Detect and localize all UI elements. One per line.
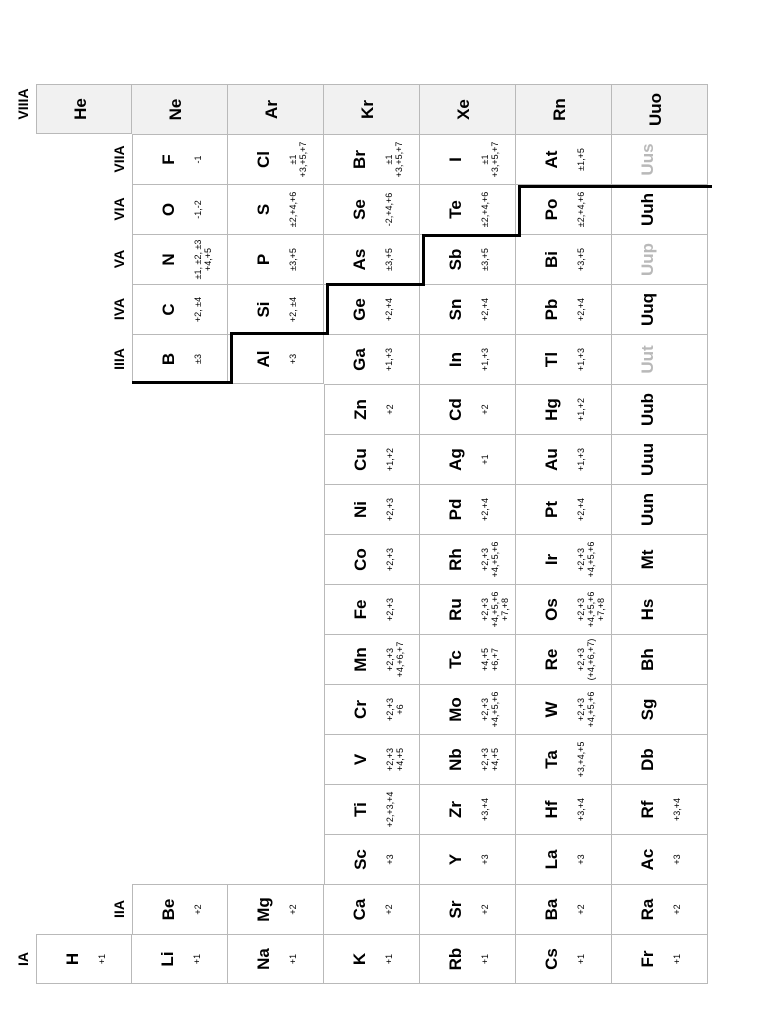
element-symbol: Sc <box>351 849 370 870</box>
element-cell-pt <box>516 484 612 534</box>
element-cell-te <box>420 184 516 234</box>
element-symbol: N <box>159 253 178 266</box>
element-symbol: Cr <box>351 700 370 719</box>
element-cell-ne <box>132 84 228 134</box>
element-symbol: Pd <box>446 498 465 521</box>
oxidation-states: +2,+3 (+4,+6,+7) <box>576 638 596 681</box>
oxidation-states: +1,+3 <box>384 347 394 372</box>
element-cell-au <box>516 434 612 484</box>
element-cell-he <box>36 84 132 134</box>
element-cell-at <box>516 134 612 184</box>
element-cell-xe <box>420 84 516 134</box>
element-cell-uut <box>612 334 708 384</box>
oxidation-states: +3 <box>672 854 682 865</box>
element-cell-se <box>324 184 420 234</box>
oxidation-states: +2 <box>576 904 586 915</box>
element-symbol: Os <box>542 598 561 621</box>
element-symbol: Y <box>446 853 465 866</box>
oxidation-states: +2,+3 <box>385 547 395 572</box>
element-symbol: Ar <box>262 100 281 119</box>
oxidation-states: +3,+4,+5 <box>576 741 586 778</box>
element-cell-cs <box>516 934 612 984</box>
element-cell-al <box>228 334 324 384</box>
element-cell-nb <box>420 734 516 784</box>
element-cell-br <box>324 134 420 184</box>
element-cell-ge <box>324 284 420 334</box>
element-cell-uuh <box>612 184 708 234</box>
element-symbol: As <box>350 248 369 271</box>
element-cell-o <box>132 184 228 234</box>
element-symbol: Rn <box>550 98 569 121</box>
element-symbol: Ge <box>350 298 369 321</box>
oxidation-states: +1 <box>576 953 586 965</box>
element-symbol: Cs <box>542 948 561 970</box>
oxidation-states: +2 <box>193 904 203 915</box>
element-cell-ni <box>324 484 420 534</box>
element-cell-ga <box>324 334 420 384</box>
element-symbol: Si <box>254 301 273 318</box>
oxidation-states: ±3,+5 <box>384 248 394 271</box>
element-symbol: Co <box>351 548 370 571</box>
oxidation-states: +3,+4 <box>480 797 490 822</box>
element-symbol: Ac <box>638 848 657 871</box>
element-cell-ar <box>228 84 324 134</box>
element-symbol: Hg <box>542 398 561 421</box>
boundary-segment <box>518 185 616 188</box>
element-symbol: Zr <box>446 801 465 818</box>
element-symbol: Sb <box>446 248 465 271</box>
element-cell-po <box>516 184 612 234</box>
element-symbol: P <box>254 253 273 266</box>
element-symbol: Ti <box>351 802 370 817</box>
element-cell-ti <box>324 784 420 834</box>
boundary-segment <box>326 283 329 335</box>
element-cell-ca <box>324 884 420 934</box>
element-cell-ac <box>612 834 708 884</box>
oxidation-states: ±3,+5 <box>480 248 490 271</box>
element-symbol: Br <box>350 150 369 169</box>
element-symbol: He <box>71 98 90 120</box>
element-symbol: Mt <box>638 549 657 570</box>
element-symbol: Fr <box>638 950 657 968</box>
element-cell-in <box>420 334 516 384</box>
element-cell-ru <box>420 584 516 634</box>
element-cell-pb <box>516 284 612 334</box>
oxidation-states: +3 <box>288 353 298 365</box>
oxidation-states: +3 <box>385 854 395 865</box>
element-symbol: Bi <box>542 251 561 268</box>
element-cell-cd <box>420 384 516 434</box>
element-symbol: Fe <box>351 599 370 620</box>
oxidation-states: +2 <box>384 904 394 915</box>
boundary-segment <box>326 283 424 286</box>
group-label-ia: IA <box>15 952 31 966</box>
element-cell-fe <box>324 584 420 634</box>
element-cell-uus <box>612 134 708 184</box>
element-cell-bh <box>612 634 708 684</box>
element-symbol: B <box>159 352 178 366</box>
oxidation-states: +3 <box>480 854 490 865</box>
element-cell-ta <box>516 734 612 784</box>
element-symbol: Bh <box>638 648 657 671</box>
element-cell-uun <box>612 484 708 534</box>
element-symbol: La <box>542 849 561 870</box>
oxidation-states: +4,+5 +6,+7 <box>480 647 500 672</box>
element-cell-n <box>132 234 228 284</box>
element-cell-rh <box>420 534 516 584</box>
element-symbol: Se <box>350 199 369 220</box>
element-cell-h <box>36 934 132 984</box>
element-symbol: Hs <box>638 598 657 621</box>
oxidation-states: ±2,+4,+6 <box>576 191 586 228</box>
element-symbol: Cu <box>351 448 370 471</box>
oxidation-states: +1 <box>97 953 107 965</box>
oxidation-states: ±3,+5 <box>288 248 298 271</box>
element-cell-hg <box>516 384 612 434</box>
oxidation-states: +2 <box>480 404 490 415</box>
element-symbol: Xe <box>454 99 473 120</box>
element-symbol: Te <box>446 200 465 219</box>
element-symbol: Uuo <box>646 92 665 127</box>
element-cell-ir <box>516 534 612 584</box>
oxidation-states: +1 <box>480 953 490 965</box>
boundary-segment <box>422 234 425 286</box>
element-symbol: Rb <box>446 947 465 971</box>
group-label-va: VA <box>111 249 127 269</box>
element-cell-sr <box>420 884 516 934</box>
element-cell-tc <box>420 634 516 684</box>
element-cell-rn <box>516 84 612 134</box>
element-cell-ra <box>612 884 708 934</box>
element-symbol: Po <box>542 198 561 221</box>
element-cell-fr <box>612 934 708 984</box>
group-label-viiia: VIIIA <box>15 88 31 120</box>
element-symbol: Ca <box>350 898 369 921</box>
element-symbol: Sr <box>446 900 465 919</box>
element-symbol: Uuh <box>638 192 657 227</box>
oxidation-states: ±1,+5 <box>576 148 586 171</box>
element-symbol: Ga <box>350 348 369 371</box>
oxidation-states: +2,+3 <box>385 497 395 522</box>
oxidation-states: +3 <box>576 854 586 865</box>
oxidation-states: +2,+3 +4,+5,+6 +7,+8 <box>576 591 606 628</box>
element-symbol: Ne <box>166 98 185 121</box>
oxidation-states: +3,+4 <box>672 797 682 822</box>
oxidation-states: ±2,+4,+6 <box>288 191 298 228</box>
group-label-iva: IVA <box>111 297 127 321</box>
oxidation-states: +2,+3 +4,+5,+6 <box>576 691 596 728</box>
oxidation-states: ±1 +3,+5,+7 <box>288 141 308 178</box>
element-symbol: V <box>351 753 370 766</box>
oxidation-states: +2,+4 <box>384 297 394 322</box>
boundary-segment <box>614 185 712 188</box>
element-cell-hs <box>612 584 708 634</box>
element-cell-pd <box>420 484 516 534</box>
element-symbol: O <box>159 202 178 217</box>
oxidation-states: +2 <box>288 904 298 915</box>
element-cell-uuu <box>612 434 708 484</box>
oxidation-states: +1,+2 <box>576 397 586 422</box>
element-cell-co <box>324 534 420 584</box>
element-symbol: Ni <box>351 501 370 518</box>
element-symbol: W <box>542 701 561 718</box>
element-cell-cr <box>324 684 420 734</box>
element-symbol: Cd <box>446 398 465 421</box>
element-symbol: Uun <box>638 492 657 527</box>
element-symbol: Pb <box>542 298 561 321</box>
element-cell-ag <box>420 434 516 484</box>
element-cell-hf <box>516 784 612 834</box>
oxidation-states: +1,+3 <box>576 447 586 472</box>
oxidation-states: +2,+4 <box>576 497 586 522</box>
oxidation-states: ±1, ±2, ±3 +4,+5 <box>193 239 213 280</box>
element-cell-uup <box>612 234 708 284</box>
element-symbol: Sn <box>446 298 465 321</box>
oxidation-states: +2, ±4 <box>288 296 298 323</box>
element-symbol: Db <box>638 748 657 771</box>
boundary-segment <box>422 234 520 237</box>
oxidation-states: +1,+2 <box>385 447 395 472</box>
element-cell-ba <box>516 884 612 934</box>
oxidation-states: +1,+3 <box>480 347 490 372</box>
oxidation-states: -2,+4,+6 <box>384 192 394 227</box>
element-symbol: H <box>63 952 82 966</box>
element-cell-be <box>132 884 228 934</box>
element-cell-cl <box>228 134 324 184</box>
oxidation-states: +2,+4 <box>576 297 586 322</box>
element-symbol: Re <box>542 648 561 671</box>
element-symbol: Tc <box>446 650 465 669</box>
element-symbol: Mg <box>254 897 273 922</box>
element-cell-k <box>324 934 420 984</box>
element-symbol: Uup <box>638 242 657 277</box>
element-symbol: Ag <box>446 448 465 471</box>
element-symbol: C <box>159 303 178 316</box>
element-symbol: At <box>542 150 561 169</box>
boundary-segment <box>518 185 521 237</box>
element-cell-li <box>132 934 228 984</box>
element-symbol: Uus <box>638 143 657 176</box>
element-symbol: Tl <box>542 351 561 368</box>
element-cell-db <box>612 734 708 784</box>
element-cell-mt <box>612 534 708 584</box>
element-symbol: Ir <box>542 553 561 566</box>
element-symbol: Mn <box>351 647 370 672</box>
oxidation-states: -1,-2 <box>193 200 203 219</box>
element-symbol: Hf <box>542 800 561 819</box>
oxidation-states: ±3 <box>193 354 203 364</box>
oxidation-states: +2,+3 +4,+5,+6 +7,+8 <box>480 591 510 628</box>
element-cell-cu <box>324 434 420 484</box>
element-cell-v <box>324 734 420 784</box>
oxidation-states: +2,+3 <box>385 597 395 622</box>
element-symbol: In <box>446 351 465 368</box>
boundary-segment <box>230 332 328 335</box>
element-cell-uub <box>612 384 708 434</box>
oxidation-states: +2,+3 +4,+5,+6 <box>480 541 500 578</box>
element-cell-y <box>420 834 516 884</box>
oxidation-states: ±2,+4,+6 <box>480 191 490 228</box>
oxidation-states: +1 <box>480 454 490 465</box>
group-label-iiia: IIIA <box>111 348 127 370</box>
element-symbol: Uut <box>638 345 657 374</box>
element-cell-tl <box>516 334 612 384</box>
oxidation-states: +2,+3 +4,+5 <box>385 747 405 772</box>
element-cell-la <box>516 834 612 884</box>
oxidation-states: +2,+4 <box>480 297 490 322</box>
element-symbol: K <box>350 952 369 966</box>
oxidation-states: +2,+3 +4,+5,+6 <box>576 541 596 578</box>
element-cell-kr <box>324 84 420 134</box>
oxidation-states: +2,+3 +4,+6,+7 <box>385 641 405 678</box>
element-symbol: Ru <box>446 598 465 621</box>
element-cell-w <box>516 684 612 734</box>
element-symbol: S <box>254 203 273 216</box>
element-symbol: Ba <box>542 898 561 921</box>
oxidation-states: +2,+4 <box>480 497 490 522</box>
oxidation-states: +2,+3 +4,+5,+6 <box>480 691 500 728</box>
element-cell-s <box>228 184 324 234</box>
element-cell-na <box>228 934 324 984</box>
element-cell-si <box>228 284 324 334</box>
element-cell-rb <box>420 934 516 984</box>
element-symbol: Uub <box>638 392 657 427</box>
oxidation-states: +3,+4 <box>576 797 586 822</box>
element-symbol: Au <box>542 448 561 471</box>
oxidation-states: +2,+3,+4 <box>385 791 395 828</box>
element-symbol: Cl <box>254 151 273 168</box>
element-cell-bi <box>516 234 612 284</box>
oxidation-states: ±1 +3,+5,+7 <box>384 141 404 178</box>
element-symbol: Sg <box>638 698 657 721</box>
element-symbol: Uuq <box>638 292 657 327</box>
element-symbol: I <box>446 157 465 162</box>
element-cell-rf <box>612 784 708 834</box>
boundary-segment <box>132 381 232 384</box>
element-symbol: Be <box>159 898 178 921</box>
element-cell-zr <box>420 784 516 834</box>
element-cell-f <box>132 134 228 184</box>
group-label-via: VIA <box>111 197 127 221</box>
element-symbol: Pt <box>542 501 561 518</box>
element-cell-os <box>516 584 612 634</box>
element-symbol: F <box>159 154 178 165</box>
element-symbol: Mo <box>446 697 465 722</box>
element-cell-mg <box>228 884 324 934</box>
oxidation-states: +2 <box>480 904 490 915</box>
element-cell-b <box>132 334 228 384</box>
oxidation-states: +1 <box>384 953 394 965</box>
element-cell-uuo <box>612 84 708 134</box>
element-symbol: Na <box>254 948 273 970</box>
oxidation-states: +2,+3 +4,+5 <box>480 747 500 772</box>
element-symbol: Kr <box>358 100 377 119</box>
oxidation-states: +2, ±4 <box>193 296 203 323</box>
oxidation-states: ±1 +3,+5,+7 <box>480 141 500 178</box>
oxidation-states: +1 <box>672 953 682 965</box>
element-symbol: Rh <box>446 548 465 571</box>
element-cell-i <box>420 134 516 184</box>
boundary-segment <box>230 332 233 384</box>
oxidation-states: +1,+3 <box>576 347 586 372</box>
element-cell-uuq <box>612 284 708 334</box>
element-cell-p <box>228 234 324 284</box>
group-label-iia: IIA <box>111 900 127 918</box>
element-cell-mn <box>324 634 420 684</box>
element-cell-sc <box>324 834 420 884</box>
element-cell-zn <box>324 384 420 434</box>
element-cell-sn <box>420 284 516 334</box>
element-cell-re <box>516 634 612 684</box>
element-symbol: Ta <box>542 750 561 769</box>
oxidation-states: +2 <box>672 904 682 915</box>
element-symbol: Al <box>254 350 273 368</box>
element-symbol: Rf <box>638 800 657 819</box>
element-symbol: Nb <box>446 748 465 771</box>
oxidation-states: +3,+5 <box>576 247 586 272</box>
element-symbol: Li <box>158 951 177 967</box>
element-symbol: Ra <box>638 898 657 921</box>
oxidation-states: +1 <box>288 953 298 965</box>
oxidation-states: +2 <box>385 404 395 415</box>
oxidation-states: +2,+3 +6 <box>385 697 405 722</box>
element-cell-sg <box>612 684 708 734</box>
group-label-viia: VIIA <box>111 145 127 173</box>
element-symbol: Zn <box>351 399 370 420</box>
element-symbol: Uuu <box>638 442 657 477</box>
element-cell-mo <box>420 684 516 734</box>
oxidation-states: +1 <box>192 953 202 965</box>
element-cell-as <box>324 234 420 284</box>
oxidation-states: -1 <box>193 155 203 164</box>
element-cell-c <box>132 284 228 334</box>
element-cell-sb <box>420 234 516 284</box>
